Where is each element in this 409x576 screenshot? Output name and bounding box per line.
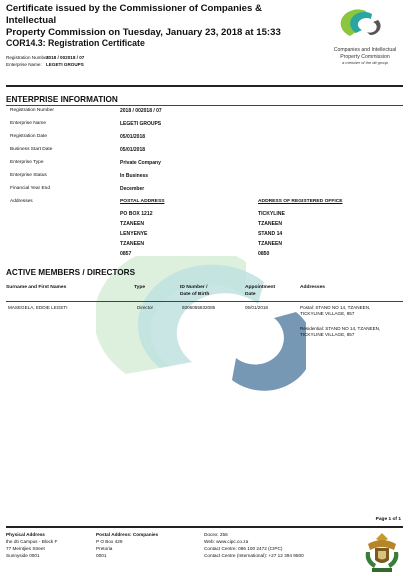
label-business-start-date: Business Start Date [10, 147, 53, 152]
certificate-title: COR14.3: Registration Certificate [6, 38, 145, 48]
col-header-type: Type [134, 285, 146, 290]
footer-web: Web: www.cipc.co.za [204, 539, 249, 544]
header-divider [6, 85, 403, 87]
footer-contact [204, 531, 304, 559]
member-name: MASEGELA, EDDIE LEGETI [8, 305, 68, 310]
registered-office-heading: ADDRESS OF REGISTERED OFFICE [258, 199, 343, 204]
office-line: TICKYLINE [258, 211, 285, 217]
col-header-name: Surname and First Names [6, 285, 67, 290]
postal-address-line-2: TICKYLINE VILLAGE, 857 [300, 311, 355, 316]
footer-postal-line-3: 0001 [96, 553, 107, 558]
title-line-2: Property Commission on Tuesday, January 23, 2018 at 15:33 [6, 27, 281, 38]
header-reg-label: Registration Number: [6, 55, 50, 60]
footer-docex: Docex: 256 [204, 532, 228, 537]
footer-postal-address [96, 531, 158, 559]
col-header-id-line-1: ID Number / [180, 285, 208, 290]
value-registration-date: 05/01/2018 [120, 134, 146, 140]
label-financial-year-end: Financial Year End [10, 186, 51, 191]
member-postal-address [300, 305, 370, 317]
postal-line: TZANEEN [120, 241, 145, 247]
col-header-id [180, 284, 209, 298]
postal-line: LENYENYE [120, 231, 148, 237]
col-header-appointment [245, 284, 275, 298]
member-id-number: 9306055832085 [182, 305, 216, 310]
page-number: Page 1 of 1 [375, 517, 401, 522]
enterprise-divider [6, 105, 403, 106]
office-line: TZANEEN [258, 221, 283, 227]
label-registration-date: Registration Date [10, 134, 48, 139]
value-business-start-date: 05/01/2018 [120, 147, 146, 153]
header-name-label: Enterprise Name: [6, 62, 42, 67]
logo-line-1: Companies and Intellectual [333, 47, 397, 53]
title-line-1: Certificate issued by the Commissioner of Companies & Intellectual [6, 3, 262, 26]
logo-line-2: Property Commission [340, 53, 390, 60]
footer-contact-intl: Contact Centre (International): +27 12 394 9500 [204, 553, 304, 558]
residential-address-line-2: TICKYLINE VILLAGE, 857 [300, 332, 355, 337]
office-line: STAND 14 [258, 231, 283, 237]
footer-physical-line-1: the dti Campus - Block F [6, 539, 58, 544]
header-name-value: LEGETI GROUPS [46, 62, 84, 67]
member-type: Director [137, 305, 154, 310]
members-divider [6, 301, 403, 302]
col-header-appointment-line-1: Appointment [245, 285, 276, 290]
footer-physical-line-3: Sunnyside 0001 [6, 553, 40, 558]
col-header-id-line-2: Date of Birth [180, 292, 210, 297]
label-enterprise-name: Enterprise Name [10, 121, 46, 126]
postal-line: TZANEEN [120, 221, 145, 227]
registered-office-block [258, 199, 343, 259]
office-line: TZANEEN [258, 241, 283, 247]
table-row [0, 305, 409, 345]
footer-postal-line-2: Pretoria [96, 546, 113, 551]
label-addresses: Addresses [10, 199, 33, 204]
postal-line: 0857 [120, 251, 132, 257]
label-registration-number: Registration Number [10, 108, 54, 113]
value-registration-number: 2018 / 002018 / 07 [120, 108, 162, 114]
header-reg-value: 2018 / 002018 / 07 [46, 55, 85, 60]
residential-address-line-1: Residential: STAND NO 14, TZANEEN, [300, 326, 381, 331]
value-enterprise-name: LEGETI GROUPS [120, 121, 162, 127]
member-appointment-date: 05/01/2018 [245, 305, 268, 310]
members-heading: ACTIVE MEMBERS / DIRECTORS [6, 268, 136, 277]
footer-postal-line-1: P O Box 429 [96, 539, 123, 544]
postal-address-heading: POSTAL ADDRESS [120, 199, 165, 204]
label-enterprise-type: Enterprise Type [10, 160, 44, 165]
enterprise-info-heading: ENTERPRISE INFORMATION [6, 95, 118, 104]
footer-divider [6, 526, 403, 528]
footer-physical-address [6, 531, 57, 559]
certificate-issue-title [6, 3, 306, 39]
coat-of-arms-icon [360, 530, 404, 574]
value-financial-year-end: December [120, 186, 145, 192]
logo-tagline: a member of the dti group [342, 60, 388, 65]
value-enterprise-type: Private Company [120, 160, 161, 166]
cipc-logo [326, 6, 404, 67]
value-enterprise-status: In Business [120, 173, 149, 179]
col-header-addresses: Addresses [300, 285, 326, 290]
footer-contact-centre: Contact Centre: 086 100 2472 (CIPC) [204, 546, 283, 551]
postal-address-block [120, 199, 164, 259]
footer-physical-heading: Physical Address [6, 532, 45, 537]
member-residential-address [300, 326, 380, 338]
footer-physical-line-2: 77 Meintjies Street [6, 546, 45, 551]
footer-postal-heading: Postal Address: Companies [96, 532, 159, 537]
cipc-logo-icon [326, 6, 404, 42]
office-line: 0850 [258, 251, 270, 257]
postal-address-line-1: Postal: STAND NO 14, TZANEEN, [300, 305, 371, 310]
col-header-appointment-line-2: Date [245, 292, 256, 297]
label-enterprise-status: Enterprise Status [10, 173, 47, 178]
postal-line: PO BOX 1212 [120, 211, 153, 217]
